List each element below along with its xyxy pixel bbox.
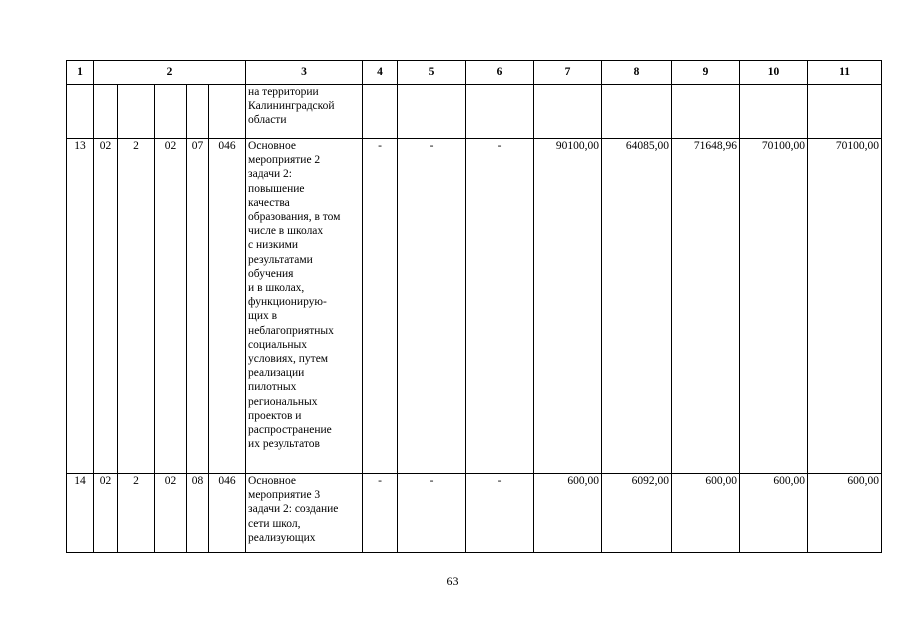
code-cell: 02 — [94, 139, 118, 474]
header-col-9: 9 — [672, 61, 740, 85]
header-col-6: 6 — [466, 61, 534, 85]
page-number: 63 — [446, 574, 459, 588]
value-cell: 6092,00 — [602, 474, 672, 553]
item-name-text: Основное мероприятие 2 задачи 2: повышение качества образования, в том числе в школах с низкими результатами обучения и в школах, функционирую- щих в неблагоприятных социальных условиях, путем реализации пилотных региональных проектов и распространение их результатов — [248, 140, 341, 451]
header-row — [67, 61, 882, 85]
value-cell — [672, 85, 740, 139]
header-col-3: 3 — [246, 61, 363, 85]
code-cell — [118, 85, 155, 139]
value-cell: - — [466, 139, 534, 474]
header-col-1: 1 — [67, 61, 94, 85]
header-col-8: 8 — [602, 61, 672, 85]
value-cell: 600,00 — [672, 474, 740, 553]
row-number: 14 — [67, 474, 94, 553]
item-name-text: на территории Калининградской области — [248, 86, 335, 127]
code-cell: 07 — [187, 139, 209, 474]
table-row — [67, 474, 882, 553]
header-col-10: 10 — [740, 61, 808, 85]
code-cell — [187, 85, 209, 139]
code-cell: 02 — [94, 474, 118, 553]
code-cell — [94, 85, 118, 139]
value-cell: - — [398, 474, 466, 553]
value-cell: 70100,00 — [808, 139, 882, 474]
item-name — [246, 139, 363, 474]
value-cell: 600,00 — [740, 474, 808, 553]
row-number: 13 — [67, 139, 94, 474]
value-cell — [466, 85, 534, 139]
code-cell: 046 — [209, 139, 246, 474]
value-cell: 600,00 — [534, 474, 602, 553]
header-col-11: 11 — [808, 61, 882, 85]
value-cell — [740, 85, 808, 139]
item-name — [246, 85, 363, 139]
item-name-text: Основное мероприятие 3 задачи 2: создание сети школ, реализующих — [248, 475, 339, 544]
item-name — [246, 474, 363, 553]
code-cell: 2 — [118, 139, 155, 474]
code-cell — [155, 85, 187, 139]
code-cell — [209, 85, 246, 139]
budget-table — [66, 60, 882, 553]
row-number — [67, 85, 94, 139]
value-cell — [602, 85, 672, 139]
code-cell: 08 — [187, 474, 209, 553]
header-col-5: 5 — [398, 61, 466, 85]
code-cell: 2 — [118, 474, 155, 553]
value-cell: - — [363, 474, 398, 553]
value-cell: 70100,00 — [740, 139, 808, 474]
code-cell: 046 — [209, 474, 246, 553]
value-cell: 600,00 — [808, 474, 882, 553]
header-col-2: 2 — [94, 61, 246, 85]
value-cell: - — [398, 139, 466, 474]
table-row — [67, 139, 882, 474]
code-cell: 02 — [155, 474, 187, 553]
value-cell: - — [466, 474, 534, 553]
value-cell — [534, 85, 602, 139]
code-cell: 02 — [155, 139, 187, 474]
value-cell: 71648,96 — [672, 139, 740, 474]
value-cell: 64085,00 — [602, 139, 672, 474]
value-cell: - — [363, 139, 398, 474]
value-cell — [398, 85, 466, 139]
value-cell: 90100,00 — [534, 139, 602, 474]
table-row — [67, 85, 882, 139]
header-col-4: 4 — [363, 61, 398, 85]
header-col-7: 7 — [534, 61, 602, 85]
value-cell — [808, 85, 882, 139]
value-cell — [363, 85, 398, 139]
